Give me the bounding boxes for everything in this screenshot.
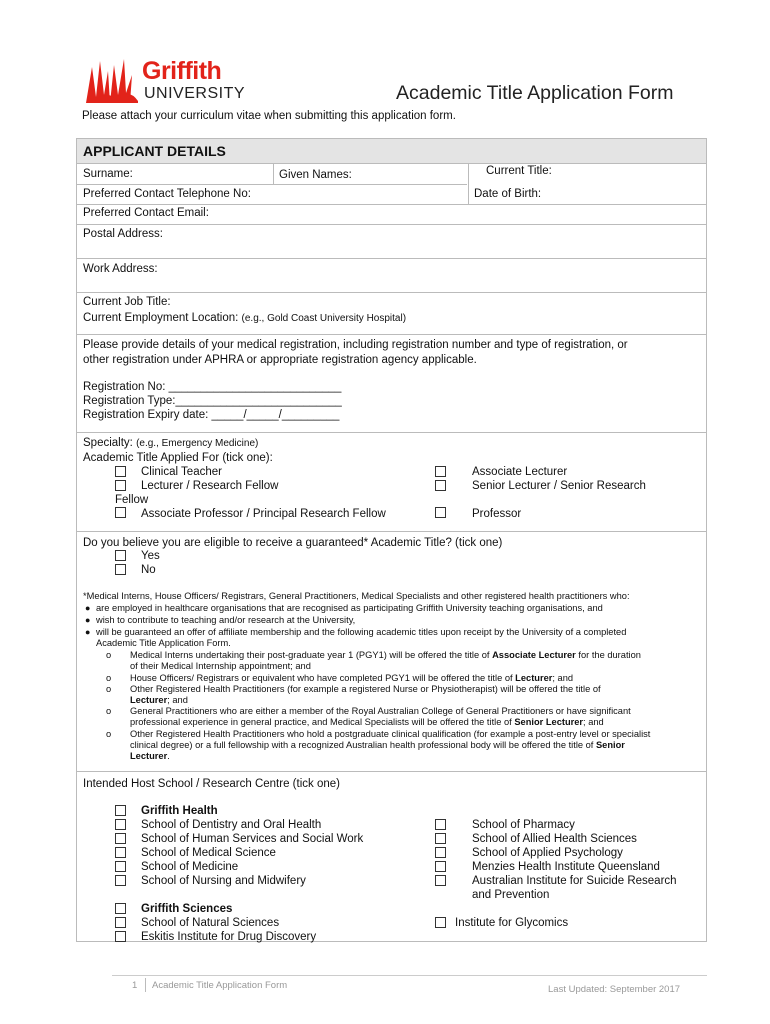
job-title-field[interactable]: Current Job Title: (83, 296, 171, 308)
sub-marker: o (106, 684, 112, 694)
griffith-sciences-heading: Griffith Sciences (141, 903, 233, 915)
postal-address-field[interactable]: Postal Address: (83, 228, 163, 240)
eskitis-checkbox[interactable] (115, 931, 126, 942)
cv-instruction: Please attach your curriculum vitae when submitting this application form. (82, 110, 456, 122)
phone-field[interactable]: Preferred Contact Telephone No: (83, 188, 251, 200)
dentistry-label: School of Dentistry and Oral Health (141, 819, 322, 831)
note-sub-3-cont: Lecturer; and (130, 695, 188, 705)
nursing-label: School of Nursing and Midwifery (141, 875, 306, 887)
professor-checkbox[interactable] (435, 507, 446, 518)
applied-psychology-label: School of Applied Psychology (472, 847, 623, 859)
human-services-label: School of Human Services and Social Work (141, 833, 364, 845)
note-sub-1: Medical Interns undertaking their post-graduate year 1 (PGY1) will be offered the title of Associate Lecturer for the duration (130, 650, 641, 660)
glycomics-checkbox[interactable] (435, 917, 446, 928)
suicide-research-wrap: and Prevention (472, 889, 550, 901)
dob-field[interactable]: Date of Birth: (474, 188, 542, 200)
sub-marker: o (106, 650, 112, 660)
human-services-checkbox[interactable] (115, 833, 126, 844)
registration-prompt-line1: Please provide details of your medical registration, including registration number and type of registration, or (83, 339, 628, 351)
registration-number-field[interactable]: Registration No: ___________________________ (83, 381, 342, 393)
specialty-example: (e.g., Emergency Medicine) (136, 438, 259, 449)
specialty-field[interactable] (83, 436, 258, 451)
griffith-sciences-checkbox[interactable] (115, 903, 126, 914)
employment-location-field[interactable] (83, 311, 406, 326)
natural-sciences-label: School of Natural Sciences (141, 917, 280, 929)
natural-sciences-checkbox[interactable] (115, 917, 126, 928)
bullet-marker: ● (85, 615, 91, 625)
current-title-field[interactable]: Current Title: (486, 165, 552, 177)
senior-lecturer-checkbox[interactable] (435, 480, 446, 491)
sub-marker: o (106, 673, 112, 683)
notes-intro: *Medical Interns, House Officers/ Registrars, General Practitioners, Medical Specialists and other registered health practitioners who: (83, 591, 630, 601)
footer-divider (145, 978, 146, 992)
menzies-label: Menzies Health Institute Queensland (472, 861, 660, 873)
surname-field[interactable]: Surname: (83, 168, 133, 180)
lecturer-label: Lecturer / Research Fellow (141, 480, 279, 492)
no-checkbox[interactable] (115, 564, 126, 575)
yes-label: Yes (141, 550, 160, 562)
note-sub-5-end: Lecturer. (130, 751, 170, 761)
registration-expiry-field[interactable]: Registration Expiry date: _____/_____/_________ (83, 409, 340, 421)
host-school-question: Intended Host School / Research Centre (tick one) (83, 778, 340, 790)
associate-professor-label: Associate Professor / Principal Research Fellow (141, 508, 386, 520)
application-form (76, 138, 707, 942)
medical-science-checkbox[interactable] (115, 847, 126, 858)
allied-health-label: School of Allied Health Sciences (472, 833, 637, 845)
nursing-checkbox[interactable] (115, 875, 126, 886)
registration-prompt-line2: other registration under APHRA or appropriate registration agency applicable. (83, 354, 477, 366)
employment-location-label: Current Employment Location: (83, 312, 239, 324)
clinical-teacher-label: Clinical Teacher (141, 466, 222, 478)
guaranteed-question: Do you believe you are eligible to receive a guaranteed* Academic Title? (tick one) (83, 537, 503, 549)
medicine-label: School of Medicine (141, 861, 239, 873)
last-updated: Last Updated: September 2017 (548, 984, 681, 995)
associate-lecturer-checkbox[interactable] (435, 466, 446, 477)
griffith-university-logo (84, 57, 264, 105)
griffith-health-heading: Griffith Health (141, 805, 218, 817)
employment-location-example: (e.g., Gold Coast University Hospital) (241, 313, 407, 324)
page-title: Academic Title Application Form (396, 82, 674, 104)
given-names-field[interactable]: Given Names: (279, 169, 352, 181)
specialty-label: Specialty: (83, 437, 133, 449)
suicide-research-checkbox[interactable] (435, 875, 446, 886)
bullet-marker: ● (85, 603, 91, 613)
clinical-teacher-checkbox[interactable] (115, 466, 126, 477)
section-title: APPLICANT DETAILS (83, 143, 226, 159)
note-sub-3: Other Registered Health Practitioners (for example a registered Nurse or Physiotherapist) will be offered the title of (130, 684, 601, 694)
note-sub-4: General Practitioners who are either a member of the Royal Australian College of General Practitioners or have significant (130, 706, 631, 716)
medicine-checkbox[interactable] (115, 861, 126, 872)
note-bullet-2: wish to contribute to teaching and/or research at the University, (96, 615, 356, 625)
pharmacy-label: School of Pharmacy (472, 819, 575, 831)
section-header (77, 139, 706, 164)
registration-type-field[interactable]: Registration Type:__________________________ (83, 395, 342, 407)
note-sub-5: Other Registered Health Practitioners who hold a postgraduate clinical qualification (for example a post-entry level or specialist (130, 729, 651, 739)
senior-lecturer-label: Senior Lecturer / Senior Research (472, 480, 646, 492)
eskitis-label: Eskitis Institute for Drug Discovery (141, 931, 317, 943)
medical-science-label: School of Medical Science (141, 847, 276, 859)
associate-professor-checkbox[interactable] (115, 507, 126, 518)
menzies-checkbox[interactable] (435, 861, 446, 872)
fellow-wrap: Fellow (115, 494, 149, 506)
note-sub-1-cont: of their Medical Internship appointment; and (130, 661, 311, 671)
lecturer-checkbox[interactable] (115, 480, 126, 491)
footer-doc-name: Academic Title Application Form (152, 980, 288, 991)
note-sub-2: House Officers/ Registrars or equivalent who have completed PGY1 will be offered the title of Lecturer; and (130, 673, 574, 683)
note-bullet-3-cont: Academic Title Application Form. (96, 638, 231, 648)
email-field[interactable]: Preferred Contact Email: (83, 207, 209, 219)
note-sub-5-cont: clinical degree) or a full fellowship with a recognized Australian health professional body will be offered the title of Senior (130, 740, 625, 750)
page-number: 1 (132, 980, 138, 991)
no-label: No (141, 564, 156, 576)
footer-rule (112, 975, 707, 976)
note-bullet-1: are employed in healthcare organisations that are recognised as participating Griffith University teaching organisations, and (96, 603, 603, 613)
professor-label: Professor (472, 508, 522, 520)
glycomics-label: Institute for Glycomics (455, 917, 569, 929)
note-bullet-3: will be guaranteed an offer of affiliate membership and the following academic titles upon receipt by the University of a completed (96, 627, 627, 637)
griffith-health-checkbox[interactable] (115, 805, 126, 816)
note-sub-4-cont: professional experience in general practice, and Medical Specialists will be offered the title of Senior Lecturer; and (130, 717, 604, 727)
logo-wordmark: Griffith (142, 57, 222, 85)
title-applied-label: Academic Title Applied For (tick one): (83, 452, 273, 464)
applied-psychology-checkbox[interactable] (435, 847, 446, 858)
allied-health-checkbox[interactable] (435, 833, 446, 844)
associate-lecturer-label: Associate Lecturer (472, 466, 568, 478)
sub-marker: o (106, 706, 112, 716)
yes-checkbox[interactable] (115, 550, 126, 561)
bullet-marker: ● (85, 627, 91, 637)
logo-subtext: UNIVERSITY (144, 85, 246, 102)
sub-marker: o (106, 729, 112, 739)
work-address-field[interactable]: Work Address: (83, 263, 158, 275)
suicide-research-label: Australian Institute for Suicide Research (472, 875, 677, 887)
pharmacy-checkbox[interactable] (435, 819, 446, 830)
dentistry-checkbox[interactable] (115, 819, 126, 830)
